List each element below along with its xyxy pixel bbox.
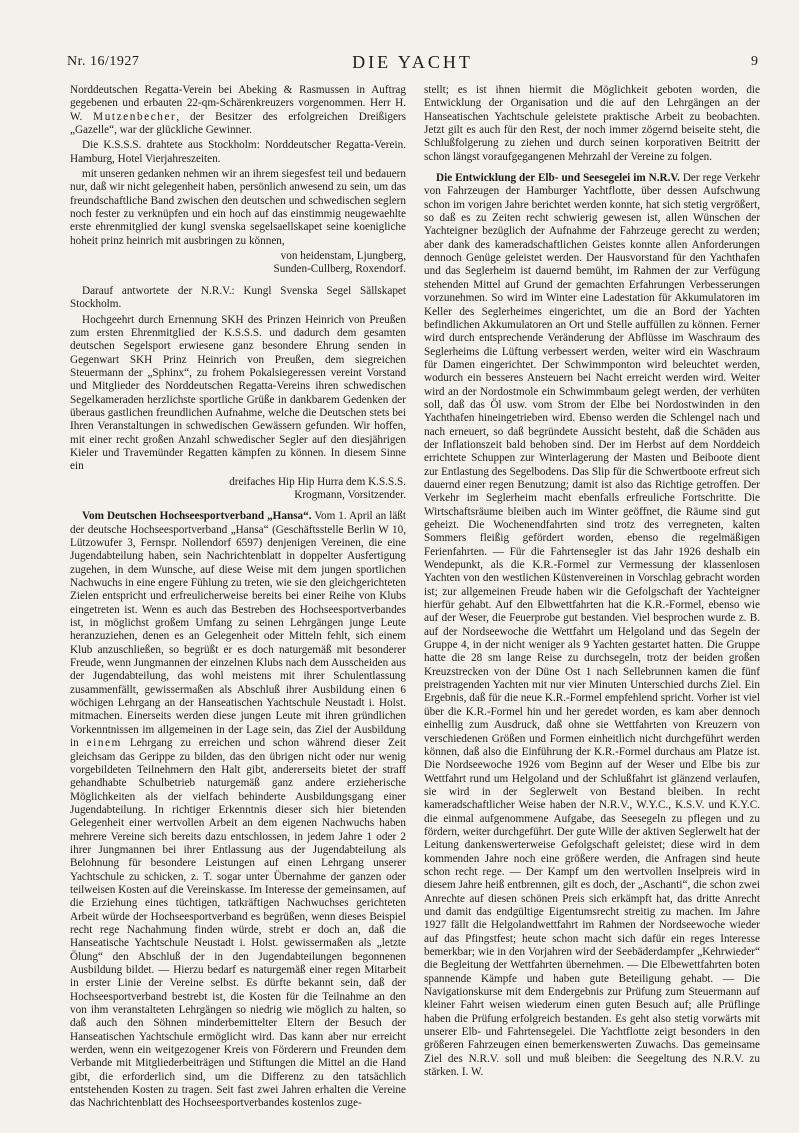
article-heading: Vom Deutschen Hochseesportverband „Hansa“. <box>82 510 312 523</box>
article-heading: Die Entwicklung der Elb- und Seesegelei im N.R.V. <box>436 172 680 185</box>
article-hochseesportverband: Vom Deutschen Hochseesportverband „Hansa“. Vom 1. April an läßt der deutsche Hochseesportverband „Hansa“ (Geschäftsstelle Berlin W 10, Lützowufer 3, Fernspr. Nollendorf 6597) denjenigen Vereinen, die eine Jugendabteilung haben, sein Nachrichtenblatt in doppelter Ausfertigung zugehen, in dem Wunsche, auf diese Weise mit dem jungen sportlichen Nachwuchs in eine engere Fühlung zu treten, wie sie den gleichgerichteten Zielen entspricht und erfreulicherweise bereits bei einer Reihe von Klubs eingetreten ist. Wenn es auch das Bestreben des Hochseesportverbandes ist, in möglichst großem Umfang zu seinen Lehrgängen junge Leute heranzuziehen, denen es an Gelegenheit oder Mitteln fehlt, sich einem Klub anzuschließen, so begrüßt er es doch naturgemäß mit besonderer Freude, wenn Jungmannen der einzelnen Klubs nach dem Ausscheiden aus der Jugendabteilung, das wohl meistens mit ihrer Schulentlassung zusammenfällt, gewissermaßen als Abschluß ihrer Ausbildung einen 6 wöchigen Lehrgang an der Hanseatischen Yachtschule Neustadt i. Holst. mitmachen. Einerseits werden diese jungen Leute mit ihren gründlichen Vorkenntnissen im allgemeinen in der Lage sein, das Ziel der Ausbildung in einem Lehrgang zu erreichen und schon während dieser Zeit gleichsam das Gerippe zu bilden, das den übrigen nicht oder nur wenig vorgebildeten Teilnehmern den Halt gibt, andererseits bietet der straff gehandhabte Schulbetrieb naturgemäß ganz andere erzieherische Möglichkeiten als der vielfach behinderte Ausbildungsgang einer Jugendabteilung. In richtiger Erkenntnis dieser sich hier bietenden Gelegenheit einer wertvollen Arbeit an dem eigenen Nachwuchs haben mehrere Vereine sich bereits dazu entschlossen, in jedem Jahre 1 oder 2 ihrer Jungmannen bei ihrer Entlassung aus der Jugendabteilung als Belohnung für besondere Leistungen auf einen Lehrgang unserer Yachtschule zu schicken, z. T. sogar unter Übernahme der ganzen oder teilweisen Kosten auf die Vereinskasse. Im Interesse der gemeinsamen, auf die Erziehung eines tüchtigen, tatkräftigen Nachwuchses gerichteten Arbeit würde der Hochseesportverband es begrüßen, wenn dieses Beispiel recht rege Nachahmung finden würde, strebt er doch an, daß die Hanseatische Yachtschule Neustadt i. Holst. gewissermaßen als „letzte Ölung“ den Abschluß der in den Jugendabteilungen begonnenen Ausbildung bildet. — Hierzu bedarf es naturgemäß einer regen Mitarbeit in erster Linie der Vereine selbst. Es dürfte bekannt sein, daß der Hochseesportverband bestrebt ist, die Kosten für die Teilnahme an den von ihm veranstalteten Lehrgängen so niedrig wie möglich zu halten, so daß auch den Söhnen minderbemittelter Eltern der Besuch der Hanseatischen Yachtschule ermöglicht wird. Das kann aber nur erreicht werden, wenn ein weitgezogener Kreis von Förderern und Freunden dem Verbande mit Mitgliederbeiträgen und Stiftungen die Mittel an die Hand gibt, die erforderlich sind, um die Differenz zu den tatsächlich entstehenden Kosten zu tragen. Seit fast zwei Jahren erhalten die Vereine das Nachrichtenblatt des Hochseesportverbandes kostenlos zuge- <box>70 510 406 1110</box>
telegram-signature: dreifaches Hip Hip Hurra dem K.S.S.S. <box>229 475 406 488</box>
running-head <box>67 52 758 74</box>
page-number: 9 <box>751 54 758 69</box>
author-signature: I. W. <box>461 1066 484 1079</box>
paragraph: Die K.S.S.S. drahtete aus Stockholm: Norddeutscher Regatta-Verein. Hamburg, Hotel Vierjahreszeiten. <box>70 139 406 165</box>
telegram-signature: Krogmann, Vorsitzender. <box>294 488 406 501</box>
paragraph: Norddeutschen Regatta-Verein bei Abeking & Rasmussen in Auftrag gegebenen und erbauten 22-qm-Schärenkreuzers vorgenommen. Herr H. W. Mutzenbecher, der Besitzer des erfolgreichen Dreißigers „Gazelle“, war der glückliche Gewinner. <box>70 84 406 137</box>
magazine-title: DIE YACHT <box>352 52 473 72</box>
person-name: Mutzenbecher <box>93 110 177 123</box>
paragraph: stellt; es ist ihnen hiermit die Möglichkeit geboten worden, die Entwicklung der Organisation und die auf den Lehrgängen an der Hanseatischen Yachtschule geleistete praktische Arbeit zu beobachten. Jetzt gilt es auch für den Rest, der noch immer zögernd beiseite steht, die Schlußfolgerung zu ziehen und durch seinen korporativen Beitritt der schon längst voraufgegangenen Mehrzahl der Vereine zu folgen. <box>424 84 760 163</box>
telegram-text: Hochgeehrt durch Ernennung SKH des Prinzen Heinrich von Preußen zum ersten Ehrenmitglied der K.S.S.S. und dadurch dem gesamten deutschen Segelsport erwiesene ganz besondere Ehrung senden in Gegenwart SKH Prinz Heinrich von Preußen, dem siegreichen Steuermann der „Sphinx“, zu frohem Pokalsiegeressen vereint Vorstand und Mitglieder des Norddeutschen Regatta-Vereins ihren schwedischen Segelkameraden herzlichste sportliche Grüße in dankbarem Gedenken der überaus gastlichen freundlichen Aufnahme, welche die Deutschen stets bei Ihren Veranstaltungen in schwedischen Gewässern gefunden. Wir hoffen, mit einer recht großen Anzahl schwedischer Segler auf den diesjährigen Kieler und Travemünder Regatten kämpfen zu können. In diesem Sinne ein <box>70 313 406 473</box>
issue-number: Nr. 16/1927 <box>67 54 140 69</box>
telegram-text: mit unseren gedanken nehmen wir an ihrem siegesfest teil und bedauern nur, daß wir nicht gelegenheit haben, persönlich anwesend zu sein, um das freundschaftliche Band zwischen den deutschen und schwedischen seglern noch fester zu verknüpfen und ein hoch auf das einstimmig neugewaehlte erste ehrenmitglied der kungl svenska segelsaellskapet seine koenigliche hoheit prinz heinrich mit ausbringen zu können, <box>70 168 406 247</box>
left-column <box>70 84 406 1114</box>
paragraph: Darauf antwortete der N.R.V.: Kungl Svenska Segel Sällskapet Stockholm. <box>70 284 406 311</box>
right-column <box>424 84 760 1114</box>
telegram-signature: von heidenstam, Ljungberg, <box>280 250 406 263</box>
telegram-signature: Sunden-Cullberg, Roxendorf. <box>273 263 406 276</box>
article-elbsegelei: Die Entwicklung der Elb- und Seesegelei im N.R.V. Der rege Verkehr von Fahrzeugen der Hamburger Yachtflotte, über dessen Aufschwung schon im vorigen Jahre berichtet werden konnte, hat sich stetig vergrößert, so daß es zu Zeiten recht schwierig gewesen ist, allen Wünschen der Yachteigner bezüglich der Aufnahme der Fahrzeuge gerecht zu werden; aber dank des kameradschaftlichen Geistes konnte allen Anforderungen dennoch Genüge geleistet werden. Der Hausvorstand für den Yachthafen und das Seglerheim ist dauernd bemüht, im Rahmen der zur Verfügung stehenden Mittel auf Grund der gemachten Erfahrungen Verbesserungen vorzunehmen. So wird im Winter eine Ladestation für Akkumulatoren im Keller des Seglerheimes eingerichtet, um die an Bord der Yachten befindlichen Akkumulatoren an Ort und Stelle auffüllen zu können. Ferner wird durch entsprechende Veränderung der Abflüsse im Waschraum des Seglerheims die Lüftung verbessert werden, weiter wird ein Waschraum für Damen eingerichtet. Der Schwimmponton wird beleuchtet werden, wodurch ein besseres Ansteuern bei Nacht erreicht werden wird. Weiter wird an der Nordostmole ein Schwimmbaum gelegt werden, der verhüten soll, daß das Öl usw. vom Strom der Elbe bei Nordostwinden in den Yachthafen hineingetrieben wird. Ebenso werden die Schlengel nach und nach erneuert, so daß begründete Aussicht besteht, daß die Schäden aus der Inflationszeit bald behoben sind. Der im Herbst auf dem Norddeich errichtete Schuppen zur Winterlagerung der Masten und Beiboote dient zur Entlastung des Segelbodens. Das Slip für die Schwertboote erfreut sich dauernd einer regen Benutzung; damit ist also das Richtige getroffen. Der Verkehr im Seglerheim macht ebenfalls erfreuliche Fortschritte. Die Wirtschaftsräume bleiben auch im Winter geöffnet, die Räume sind gut geheizt. Die Wochenendfahrten sind trotz des verregneten, kalten Sommers fleißig gefördert worden, ebenso die regelmäßigen Ferienfahrten. — Für die Fahrtensegler ist das Jahr 1926 deshalb ein Wendepunkt, als die K.R.-Formel zur Vermessung der klassenlosen Yachten von den westlichen Küstenvereinen in Vorschlag gebracht worden ist; zur allgemeinen Freude haben wir die Gefolgschaft der Yachteigner hierfür gehabt. Auf den Elbwettfahrten hat die K.R.-Formel, ebenso wie auf der Weser, die Feuerprobe gut bestanden. Viel besprochen wurde z. B. auf der Nordseewoche die Wettfahrt um Helgoland und das Segeln der Gruppe 4, in der nicht weniger als 9 Yachten gestartet hatten. Die Gruppe hatte die 28 sm lange Reise zu durchsegeln, trotz der beiden großen Kreuzstrecken von der Düne Ost 1 nach Sellebrunnen kamen die fünf preistragenden Yachten mit nur vier Minuten Unterschied durchs Ziel. Ein Ergebnis, daß für die neue K.R.-Formel empfehlend spricht. Vorher ist viel über die K.R.-Formel hin und her geredet worden, es kam aber dennoch einhellig zum Ausdruck, daß ohne sie Wettfahrten von Kreuzern von verschiedenen Größen und Formen einheitlich nicht durchgeführt werden können, daß also die Einführung der K.R.-Formel durchaus am Platze ist. Die Nordseewoche 1926 vom Beginn auf der Weser und Elbe bis zur Wettfahrt rund um Helgoland und der Schlußfahrt ist glänzend verlaufen, sie wird in der Seglerwelt von Bestand bleiben. In recht kameradschaftlicher Weise haben der N.R.V., W.Y.C., K.S.V. und K.Y.C. die einmal aufgenommene Aufgabe, das Seesegeln zu pflegen und zu fördern, weiter durchgeführt. Der gute Wille der aktiven Seglerwelt hat der Leitung dankenswerterweise Gefolgschaft geleistet; diese wird in dem kommenden Jahre noch eine größere werden, die Anfragen sind heute schon recht rege. — Der Kampf um den wertvollen Inselpreis wird in diesem Jahre heiß entbrennen, gilt es doch, der „Aschanti“, die schon zwei Anrechte auf diesen schönen Preis sich erkämpft hat, das dritte Anrecht und damit das endgültige Eigentumsrecht streitig zu machen. Im Jahre 1927 fällt die Helgolandwettfahrt im Rahmen der Nordseewoche wieder auf das Pfingstfest; heute schon macht sich dafür ein reges Interesse bemerkbar; wie in den Vorjahren wird der Seebäderdampfer „Kehrwieder“ die Begleitung der Wettfahrten übernehmen. — Die Elbewettfahrten boten spannende Kämpfe und haben gute Beteiligung gehabt. — Die Navigationskurse mit dem Endergebnis zur Prüfung zum Steuermann auf kleiner Fahrt weisen wiederum einen guten Besuch auf; alle Prüflinge haben die Prüfung erfolgreich bestanden. Es geht also stetig vorwärts mit unserer Elb- und Fahrtensegelei. Die Yachtflotte zeigt besonders in den größeren Fahrzeugen einen bemerkenswerten Zuwachs. Das gemeinsame Ziel des N.R.V. soll und muß bleiben: die Seegeltung des N.R.V. zu stärken. I. W. <box>424 172 760 1079</box>
